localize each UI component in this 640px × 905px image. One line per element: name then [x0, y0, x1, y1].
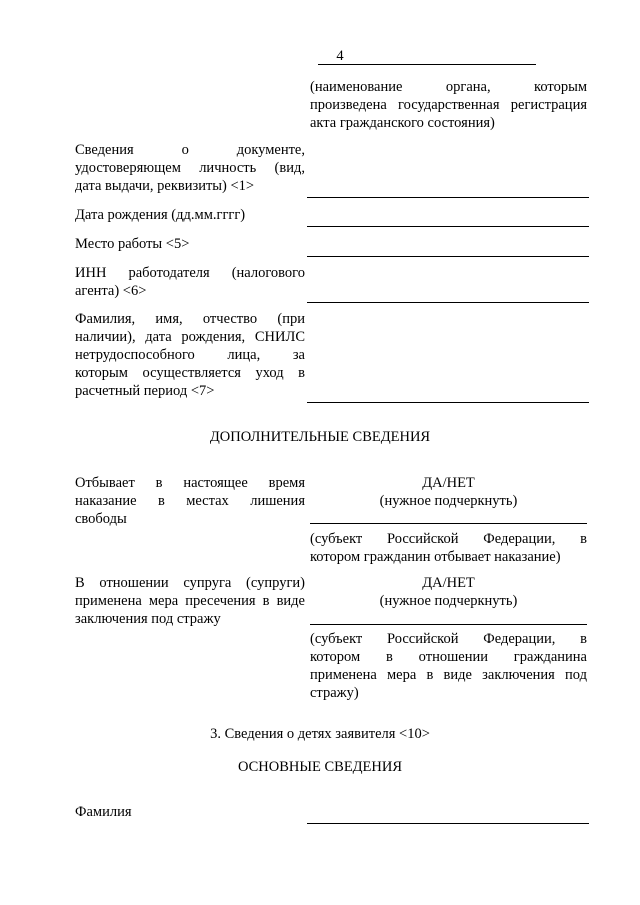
basic-info-heading: ОСНОВНЫЕ СВЕДЕНИЯ: [237, 759, 403, 775]
child-surname-field[interactable]: [307, 823, 589, 824]
label-line: дата выдачи, реквизиты) <1>: [75, 178, 255, 194]
spouse-detention-region-note: [310, 630, 587, 702]
note-line: (субъект Российской Федерации, в: [310, 531, 587, 547]
children-section-title: 3. Сведения о детях заявителя <10>: [210, 726, 430, 742]
registration-authority-note: [310, 78, 587, 132]
spouse-detention-answer[interactable]: [310, 574, 587, 610]
dependent-person-field[interactable]: [307, 402, 589, 403]
note-line: (наименование органа, которым: [310, 79, 587, 95]
label-line: наличии), дата рождения, СНИЛС: [75, 329, 305, 345]
employer-inn-label: [75, 264, 305, 300]
note-line: стражу): [310, 685, 359, 701]
label-line: ИНН работодателя (налогового: [75, 265, 305, 281]
birth-date-label: Дата рождения (дд.мм.гггг): [75, 207, 246, 223]
label-line: нетрудоспособного лица, за: [75, 347, 305, 363]
spouse-detention-region-field[interactable]: [310, 624, 587, 625]
birth-date-field[interactable]: [307, 226, 589, 227]
label-line: заключения под стражу: [75, 611, 221, 627]
imprisonment-label: [75, 474, 305, 528]
label-line: свободы: [75, 511, 127, 527]
label-line: Отбывает в настоящее время: [75, 475, 305, 491]
label-line: удостоверяющем личность (вид,: [75, 160, 305, 176]
id-document-label: [75, 141, 305, 195]
note-line: котором в отношении гражданина: [310, 649, 587, 665]
yes-no-option[interactable]: ДА/НЕТ: [422, 475, 475, 491]
underline-hint: (нужное подчеркнуть): [379, 593, 518, 609]
top-underline: [318, 64, 536, 65]
label-line: Сведения о документе,: [75, 142, 305, 158]
workplace-label: Место работы <5>: [75, 236, 190, 252]
label-line: В отношении супруга (супруги): [75, 575, 305, 591]
note-line: применена мера в виде заключения под: [310, 667, 587, 683]
spouse-detention-label: [75, 574, 305, 628]
label-line: применена мера пресечения в виде: [75, 593, 305, 609]
label-line: наказание в местах лишения: [75, 493, 305, 509]
page-number: 4: [336, 48, 344, 64]
additional-info-heading: ДОПОЛНИТЕЛЬНЫЕ СВЕДЕНИЯ: [209, 429, 431, 445]
label-line: Фамилия, имя, отчество (при: [75, 311, 305, 327]
note-line: акта гражданского состояния): [310, 115, 495, 131]
employer-inn-field[interactable]: [307, 302, 589, 303]
child-surname-label: Фамилия: [75, 804, 132, 820]
underline-hint: (нужное подчеркнуть): [379, 493, 518, 509]
label-line: агента) <6>: [75, 283, 147, 299]
label-line: расчетный период <7>: [75, 383, 215, 399]
note-line: котором гражданин отбывает наказание): [310, 549, 561, 565]
id-document-field[interactable]: [307, 197, 589, 198]
note-line: (субъект Российской Федерации, в: [310, 631, 587, 647]
imprisonment-region-field[interactable]: [310, 523, 587, 524]
dependent-person-label: [75, 310, 305, 400]
workplace-field[interactable]: [307, 256, 589, 257]
imprisonment-region-note: [310, 530, 587, 566]
label-line: которым осуществляется уход в: [75, 365, 305, 381]
imprisonment-answer[interactable]: [310, 474, 587, 510]
yes-no-option[interactable]: ДА/НЕТ: [422, 575, 475, 591]
note-line: произведена государственная регистрация: [310, 97, 587, 113]
